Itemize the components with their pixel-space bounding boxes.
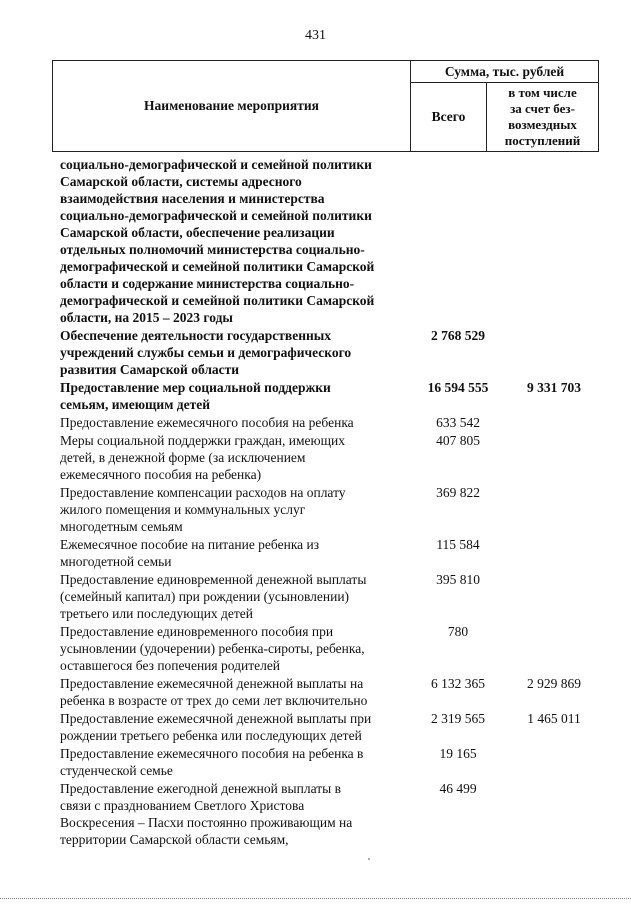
table-header — [52, 60, 599, 152]
row-name — [60, 379, 406, 413]
row-total-value: 633 542 — [436, 415, 480, 430]
row-name — [60, 780, 406, 848]
row-total-value: 19 165 — [439, 746, 477, 761]
row-total-value: 16 594 555 — [427, 380, 489, 395]
header-including-line: в том числе — [508, 85, 577, 100]
row-name-line: территории Самарской области семьям, — [60, 832, 289, 847]
table-row — [60, 571, 605, 622]
row-name-line: связи с празднованием Светлого Христова — [60, 798, 305, 813]
table-row — [60, 675, 605, 709]
table-row — [60, 379, 605, 413]
row-name-line: учреждений службы семьи и демографического — [60, 345, 352, 360]
row-name-line: Предоставление ежемесячной денежной выплаты при — [60, 711, 372, 726]
row-name-line: Меры социальной поддержки граждан, имеющих — [60, 433, 345, 448]
row-name-line: Самарской области, системы адресного — [60, 174, 302, 189]
table-row — [60, 414, 605, 431]
row-name-line: Предоставление единовременной денежной выплаты — [60, 572, 367, 587]
row-name — [60, 571, 406, 622]
table-body — [60, 156, 605, 849]
row-name-line: Предоставление единовременного пособия при — [60, 624, 334, 639]
row-name-line: Предоставление ежегодной денежной выплаты в — [60, 781, 341, 796]
row-name-line: отдельных полномочий министерства социально- — [60, 242, 365, 257]
row-name — [60, 432, 406, 483]
row-including-value: 2 929 869 — [527, 676, 581, 691]
row-name — [60, 414, 406, 431]
table-row — [60, 484, 605, 535]
row-name — [60, 623, 406, 674]
row-including-value: 9 331 703 — [527, 380, 581, 395]
row-including-value: 1 465 011 — [527, 711, 581, 726]
scan-speck — [368, 858, 370, 860]
row-name — [60, 745, 406, 779]
row-name-line: Предоставление ежемесячного пособия на ребенка в — [60, 746, 364, 761]
table-row — [60, 327, 605, 378]
row-name-line: Ежемесячное пособие на питание ребенка из — [60, 537, 320, 552]
header-including-line: поступлений — [504, 133, 581, 148]
row-total-value: 369 822 — [436, 485, 480, 500]
row-total-value: 115 584 — [436, 537, 480, 552]
row-name-line: ежемесячного пособия на ребенка) — [60, 467, 262, 482]
row-name-line: демографической и семейной политики Самарской — [60, 259, 375, 274]
header-including-column — [487, 83, 598, 151]
row-name — [60, 156, 406, 326]
row-name-line: многодетным семьям — [60, 519, 183, 534]
row-total-value: 6 132 365 — [431, 676, 485, 691]
page-number: 431 — [305, 28, 326, 43]
row-name-line: жилого помещения и коммунальных услуг — [60, 502, 306, 517]
row-total-value: 46 499 — [439, 781, 477, 796]
row-total-value: 407 805 — [436, 433, 480, 448]
row-name — [60, 327, 406, 378]
row-name — [60, 484, 406, 535]
row-name-line: третьего или последующих детей — [60, 606, 254, 621]
header-including-line: за счет без- — [510, 101, 575, 116]
table-row — [60, 745, 605, 779]
row-name-line: Обеспечение деятельности государственных — [60, 328, 332, 343]
row-name-line: Предоставление ежемесячной денежной выплаты на — [60, 676, 364, 691]
row-total-value: 395 810 — [436, 572, 480, 587]
row-total-value: 2 319 565 — [431, 711, 485, 726]
row-name-line: Воскресения – Пасхи постоянно проживающим на — [60, 815, 353, 830]
row-name-line: рождении третьего ребенка или последующих детей — [60, 728, 362, 743]
table-row — [60, 156, 605, 326]
row-name-line: студенческой семье — [60, 763, 173, 778]
row-name-line: Самарской области, обеспечение реализации — [60, 225, 335, 240]
row-name-line: семьям, имеющим детей — [60, 397, 210, 412]
row-name-line: социально-демографической и семейной политики — [60, 208, 372, 223]
row-name-line: детей, в денежной форме (за исключением — [60, 450, 306, 465]
row-name-line: развития Самарской области — [60, 362, 240, 377]
row-total-value: 780 — [447, 624, 469, 639]
row-name-line: многодетной семьи — [60, 554, 172, 569]
row-name-line: области, на 2015 – 2023 годы — [60, 310, 233, 325]
row-name-line: демографической и семейной политики Самарской — [60, 293, 375, 308]
row-name-line: Предоставление компенсации расходов на оплату — [60, 485, 346, 500]
header-name-column: Наименование мероприятия — [53, 61, 411, 151]
row-name — [60, 675, 406, 709]
row-name-line: взаимодействия населения и министерства — [60, 191, 325, 206]
row-name-line: (семейный капитал) при рождении (усыновлении) — [60, 589, 350, 604]
table-row — [60, 623, 605, 674]
table-row — [60, 536, 605, 570]
header-total-column: Всего — [411, 83, 487, 151]
row-name — [60, 536, 406, 570]
table-row — [60, 432, 605, 483]
row-name-line: области и содержание министерства социально- — [60, 276, 355, 291]
table-row — [60, 780, 605, 848]
header-including-line: возмездных — [508, 117, 577, 132]
row-name-line: оставшегося без попечения родителей — [60, 658, 281, 673]
row-name — [60, 710, 406, 744]
row-name-line: ребенка в возрасте от трех до семи лет включительно — [60, 693, 368, 708]
header-sum-column: Сумма, тыс. рублей — [411, 61, 598, 83]
row-name-line: усыновлении (удочерении) ребенка-сироты, ребенка, — [60, 641, 365, 656]
table-row — [60, 710, 605, 744]
row-name-line: Предоставление ежемесячного пособия на ребенка — [60, 415, 354, 430]
row-name-line: Предоставление мер социальной поддержки — [60, 380, 331, 395]
row-total-value: 2 768 529 — [431, 328, 485, 343]
bottom-scan-edge — [0, 898, 631, 899]
row-name-line: социально-демографической и семейной политики — [60, 157, 372, 172]
